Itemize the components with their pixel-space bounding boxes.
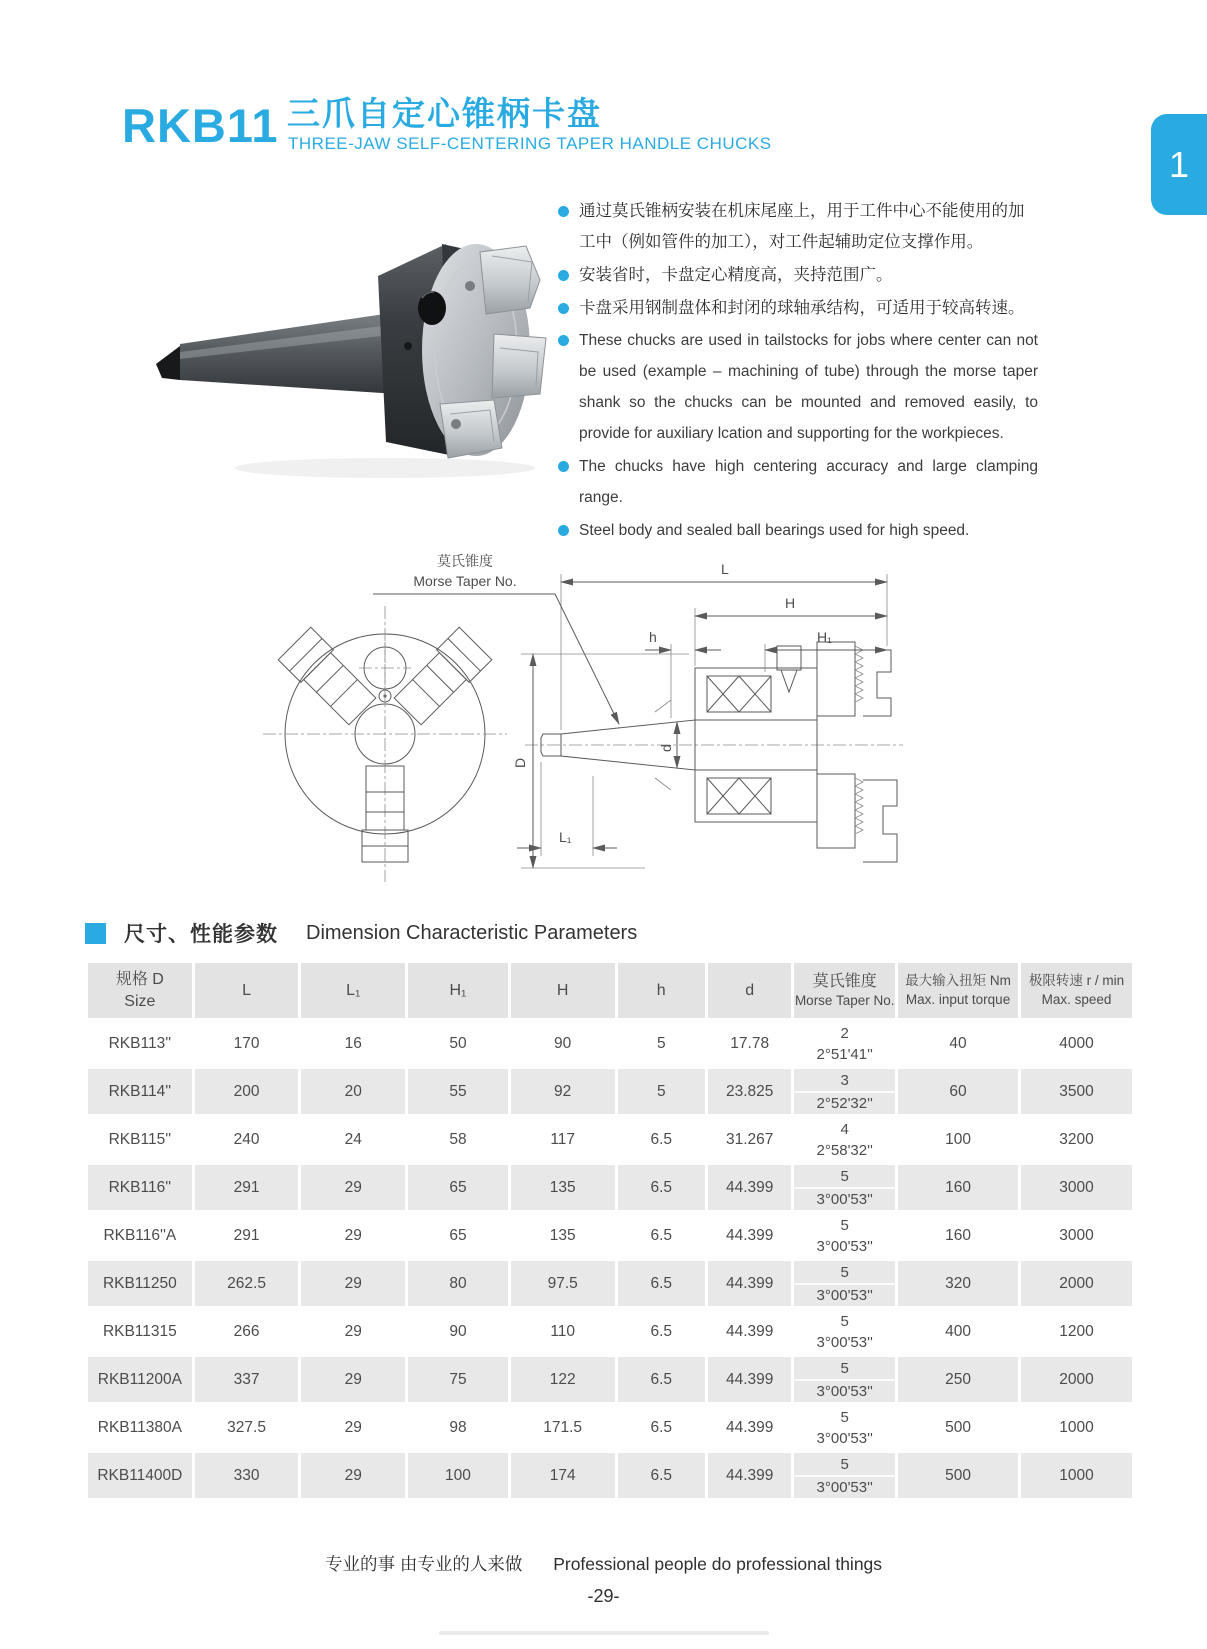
table-row bbox=[88, 1021, 1132, 1066]
cell: RKB11400D bbox=[88, 1453, 192, 1498]
cell: 2000 bbox=[1021, 1261, 1132, 1306]
cell: 44.399 bbox=[708, 1357, 791, 1402]
cell: 97.5 bbox=[511, 1261, 615, 1306]
cell: RKB113'' bbox=[108, 1034, 172, 1052]
table-row bbox=[88, 1453, 1132, 1498]
table-row bbox=[88, 1213, 1132, 1258]
table-row bbox=[88, 1117, 1132, 1162]
dim-label-D: D bbox=[512, 757, 528, 768]
cell: 330 bbox=[195, 1453, 299, 1498]
cell: 65 bbox=[449, 1226, 467, 1244]
feature-item bbox=[558, 196, 1038, 258]
cell: 5 3°00'53'' bbox=[794, 1165, 895, 1210]
cell: 5 3°00'53'' bbox=[816, 1408, 873, 1447]
cell: 250 bbox=[898, 1357, 1018, 1402]
dimension-drawing bbox=[225, 550, 915, 885]
col-header-torque: 最大输入扭矩 Nm Max. input torque bbox=[898, 963, 1018, 1018]
cell: 20 bbox=[301, 1069, 405, 1114]
cell: 171.5 bbox=[543, 1418, 583, 1436]
cell: 240 bbox=[233, 1130, 260, 1148]
cell: 6.5 bbox=[618, 1357, 705, 1402]
dim-label-h: h bbox=[649, 629, 657, 645]
cell: 135 bbox=[549, 1226, 576, 1244]
cell: 23.825 bbox=[708, 1069, 791, 1114]
table-row bbox=[88, 1309, 1132, 1354]
feature-text: Steel body and sealed ball bearings used for high speed. bbox=[579, 522, 970, 539]
dim-label-H: H bbox=[785, 595, 796, 611]
cell: 100 bbox=[945, 1130, 971, 1148]
section-marker-icon bbox=[85, 923, 106, 944]
cell: 3 2°52'32'' bbox=[794, 1069, 895, 1114]
footer-slogan-zh: 专业的事 由专业的人来做 bbox=[324, 1554, 523, 1574]
cell: RKB11380A bbox=[97, 1418, 182, 1436]
cell: 92 bbox=[511, 1069, 615, 1114]
section-title-zh: 尺寸、性能参数 bbox=[124, 923, 278, 946]
cell: 160 bbox=[945, 1226, 971, 1244]
col-header-L: L bbox=[195, 963, 299, 1018]
table-row bbox=[88, 1357, 1132, 1402]
cell: 4000 bbox=[1059, 1034, 1094, 1052]
page-title-model: RKB11 bbox=[122, 99, 279, 152]
cell: 500 bbox=[898, 1453, 1018, 1498]
chuck-photo-illustration bbox=[140, 196, 560, 496]
cell: 44.399 bbox=[708, 1261, 791, 1306]
feature-item bbox=[558, 260, 1038, 291]
cell: 400 bbox=[945, 1322, 971, 1340]
table-row bbox=[88, 1405, 1132, 1450]
cell: 6.5 bbox=[618, 1165, 705, 1210]
cell: 291 bbox=[233, 1226, 260, 1244]
dim-label-d: d bbox=[658, 744, 674, 752]
cell: 5 3°00'53'' bbox=[794, 1261, 895, 1306]
cell: 29 bbox=[301, 1357, 405, 1402]
cell: 58 bbox=[449, 1130, 467, 1148]
page-title-zh: 三爪自定心锥柄卡盘 bbox=[287, 95, 602, 132]
feature-item bbox=[558, 515, 1038, 546]
cell: 174 bbox=[511, 1453, 615, 1498]
cell: 100 bbox=[408, 1453, 508, 1498]
cell: 29 bbox=[301, 1453, 405, 1498]
morse-label-en: Morse Taper No. bbox=[413, 573, 517, 589]
col-header-L1: L₁ bbox=[301, 963, 405, 1018]
cell: 3000 bbox=[1059, 1226, 1094, 1244]
cell: 29 bbox=[301, 1165, 405, 1210]
cell: 200 bbox=[195, 1069, 299, 1114]
cell: 31.267 bbox=[725, 1130, 774, 1148]
cell: 24 bbox=[344, 1130, 362, 1148]
cell: RKB11200A bbox=[88, 1357, 192, 1402]
cell: 262.5 bbox=[195, 1261, 299, 1306]
feature-text: 卡盘采用钢制盘体和封闭的球轴承结构，可适用于较高转速。 bbox=[579, 299, 1025, 317]
table-row bbox=[88, 1261, 1132, 1306]
product-photo bbox=[140, 196, 560, 496]
section-title-en: Dimension Characteristic Parameters bbox=[306, 921, 638, 944]
feature-list-zh bbox=[558, 196, 1038, 326]
cell: RKB114'' bbox=[88, 1069, 192, 1114]
footer-slogan-en: Professional people do professional things bbox=[553, 1554, 883, 1574]
cell: 17.78 bbox=[730, 1034, 770, 1052]
cell: 320 bbox=[898, 1261, 1018, 1306]
bullet-icon bbox=[558, 303, 569, 314]
cell: 44.399 bbox=[708, 1453, 791, 1498]
cell: 16 bbox=[344, 1034, 362, 1052]
cell: 29 bbox=[344, 1322, 362, 1340]
cell: 5 3°00'53'' bbox=[816, 1312, 873, 1351]
cell: 29 bbox=[301, 1261, 405, 1306]
cell: 55 bbox=[408, 1069, 508, 1114]
cell: RKB11315 bbox=[102, 1322, 177, 1340]
morse-label-zh: 莫氏锥度 bbox=[437, 553, 493, 569]
page-bottom-divider bbox=[439, 1631, 769, 1635]
dim-label-H1: H₁ bbox=[817, 629, 832, 645]
cell: 170 bbox=[233, 1034, 260, 1052]
cell: 6.5 bbox=[650, 1418, 673, 1436]
col-header-H1: H₁ bbox=[408, 963, 508, 1018]
dimension-drawing-svg bbox=[225, 550, 915, 885]
cell: 6.5 bbox=[650, 1130, 673, 1148]
cell: 1000 bbox=[1021, 1453, 1132, 1498]
table-header-row bbox=[88, 963, 1132, 1018]
cell: 117 bbox=[550, 1130, 576, 1148]
dim-label-L1: L₁ bbox=[559, 829, 572, 845]
col-header-morse: 莫氏锥度 Morse Taper No. bbox=[794, 963, 895, 1018]
cell: 2 2°51'41'' bbox=[816, 1024, 873, 1063]
feature-text: 安装省时，卡盘定心精度高，夹持范围广。 bbox=[579, 266, 893, 284]
chapter-number: 1 bbox=[1168, 143, 1190, 185]
cell: 50 bbox=[449, 1034, 467, 1052]
bullet-icon bbox=[558, 525, 569, 536]
cell: 110 bbox=[550, 1322, 576, 1340]
footer-slogan bbox=[0, 1551, 1207, 1576]
section-header bbox=[85, 918, 637, 948]
cell: 3000 bbox=[1021, 1165, 1132, 1210]
cell: 160 bbox=[898, 1165, 1018, 1210]
cell: 29 bbox=[344, 1226, 362, 1244]
cell: 90 bbox=[449, 1322, 467, 1340]
page-title-en: THREE-JAW SELF-CENTERING TAPER HANDLE CHUCKS bbox=[288, 134, 772, 153]
dim-label-L: L bbox=[721, 561, 729, 577]
col-header-d: d bbox=[708, 963, 791, 1018]
cell: RKB11250 bbox=[88, 1261, 192, 1306]
cell: 327.5 bbox=[227, 1418, 266, 1436]
bullet-icon bbox=[558, 270, 569, 281]
cell: 5 bbox=[618, 1069, 705, 1114]
col-header-size: 规格 D Size bbox=[88, 963, 192, 1018]
feature-item bbox=[558, 325, 1038, 449]
cell: 44.399 bbox=[725, 1322, 774, 1340]
cell: 6.5 bbox=[650, 1322, 673, 1340]
cell: 122 bbox=[511, 1357, 615, 1402]
cell: 2000 bbox=[1021, 1357, 1132, 1402]
cell: 266 bbox=[233, 1322, 260, 1340]
cell: 80 bbox=[408, 1261, 508, 1306]
page-number: -29- bbox=[587, 1586, 620, 1606]
cell: 291 bbox=[195, 1165, 299, 1210]
cell: 6.5 bbox=[650, 1226, 673, 1244]
cell: 5 3°00'53'' bbox=[794, 1357, 895, 1402]
cell: 65 bbox=[408, 1165, 508, 1210]
cell: 3500 bbox=[1021, 1069, 1132, 1114]
cell: RKB116''A bbox=[103, 1226, 177, 1244]
cell: 5 3°00'53'' bbox=[794, 1453, 895, 1498]
col-header-h: h bbox=[618, 963, 705, 1018]
cell: 1000 bbox=[1059, 1418, 1094, 1436]
feature-text: These chucks are used in tailstocks for jobs where center can not be used (example – machining of tube) through the morse taper shank so the chucks can be mounted and removed easily, to provide for auxiliary lcation and supporting for the workpieces. bbox=[579, 332, 1038, 442]
cell: 44.399 bbox=[725, 1418, 774, 1436]
cell: 29 bbox=[344, 1418, 362, 1436]
cell: 44.399 bbox=[725, 1226, 774, 1244]
cell: 3200 bbox=[1059, 1130, 1094, 1148]
cell: 5 bbox=[656, 1034, 666, 1052]
cell: RKB115'' bbox=[108, 1130, 172, 1148]
feature-item bbox=[558, 293, 1038, 324]
col-header-speed: 极限转速 r / min Max. speed bbox=[1021, 963, 1132, 1018]
bullet-icon bbox=[558, 206, 569, 217]
cell: 40 bbox=[949, 1034, 967, 1052]
cell: 6.5 bbox=[618, 1261, 705, 1306]
cell: 60 bbox=[898, 1069, 1018, 1114]
table-row bbox=[88, 1165, 1132, 1210]
cell: 500 bbox=[945, 1418, 971, 1436]
cell: RKB116'' bbox=[88, 1165, 192, 1210]
cell: 1200 bbox=[1059, 1322, 1094, 1340]
cell: 4 2°58'32'' bbox=[816, 1120, 873, 1159]
cell: 6.5 bbox=[618, 1453, 705, 1498]
cell: 44.399 bbox=[708, 1165, 791, 1210]
cell: 5 3°00'53'' bbox=[816, 1216, 873, 1255]
feature-item bbox=[558, 451, 1038, 513]
feature-text: The chucks have high centering accuracy and large clamping range. bbox=[579, 458, 1038, 506]
cell: 90 bbox=[554, 1034, 572, 1052]
bullet-icon bbox=[558, 335, 569, 346]
cell: 135 bbox=[511, 1165, 615, 1210]
parameters-table bbox=[85, 960, 1135, 1501]
feature-list-en bbox=[558, 325, 1038, 548]
bullet-icon bbox=[558, 461, 569, 472]
table-row bbox=[88, 1069, 1132, 1114]
chapter-tab bbox=[1151, 114, 1207, 215]
cell: 337 bbox=[195, 1357, 299, 1402]
feature-text: 通过莫氏锥柄安装在机床尾座上，用于工件中心不能使用的加工中（例如管件的加工），对工件起辅助定位支撑作用。 bbox=[579, 202, 1025, 251]
cell: 75 bbox=[408, 1357, 508, 1402]
cell: 98 bbox=[449, 1418, 467, 1436]
col-header-H: H bbox=[511, 963, 615, 1018]
